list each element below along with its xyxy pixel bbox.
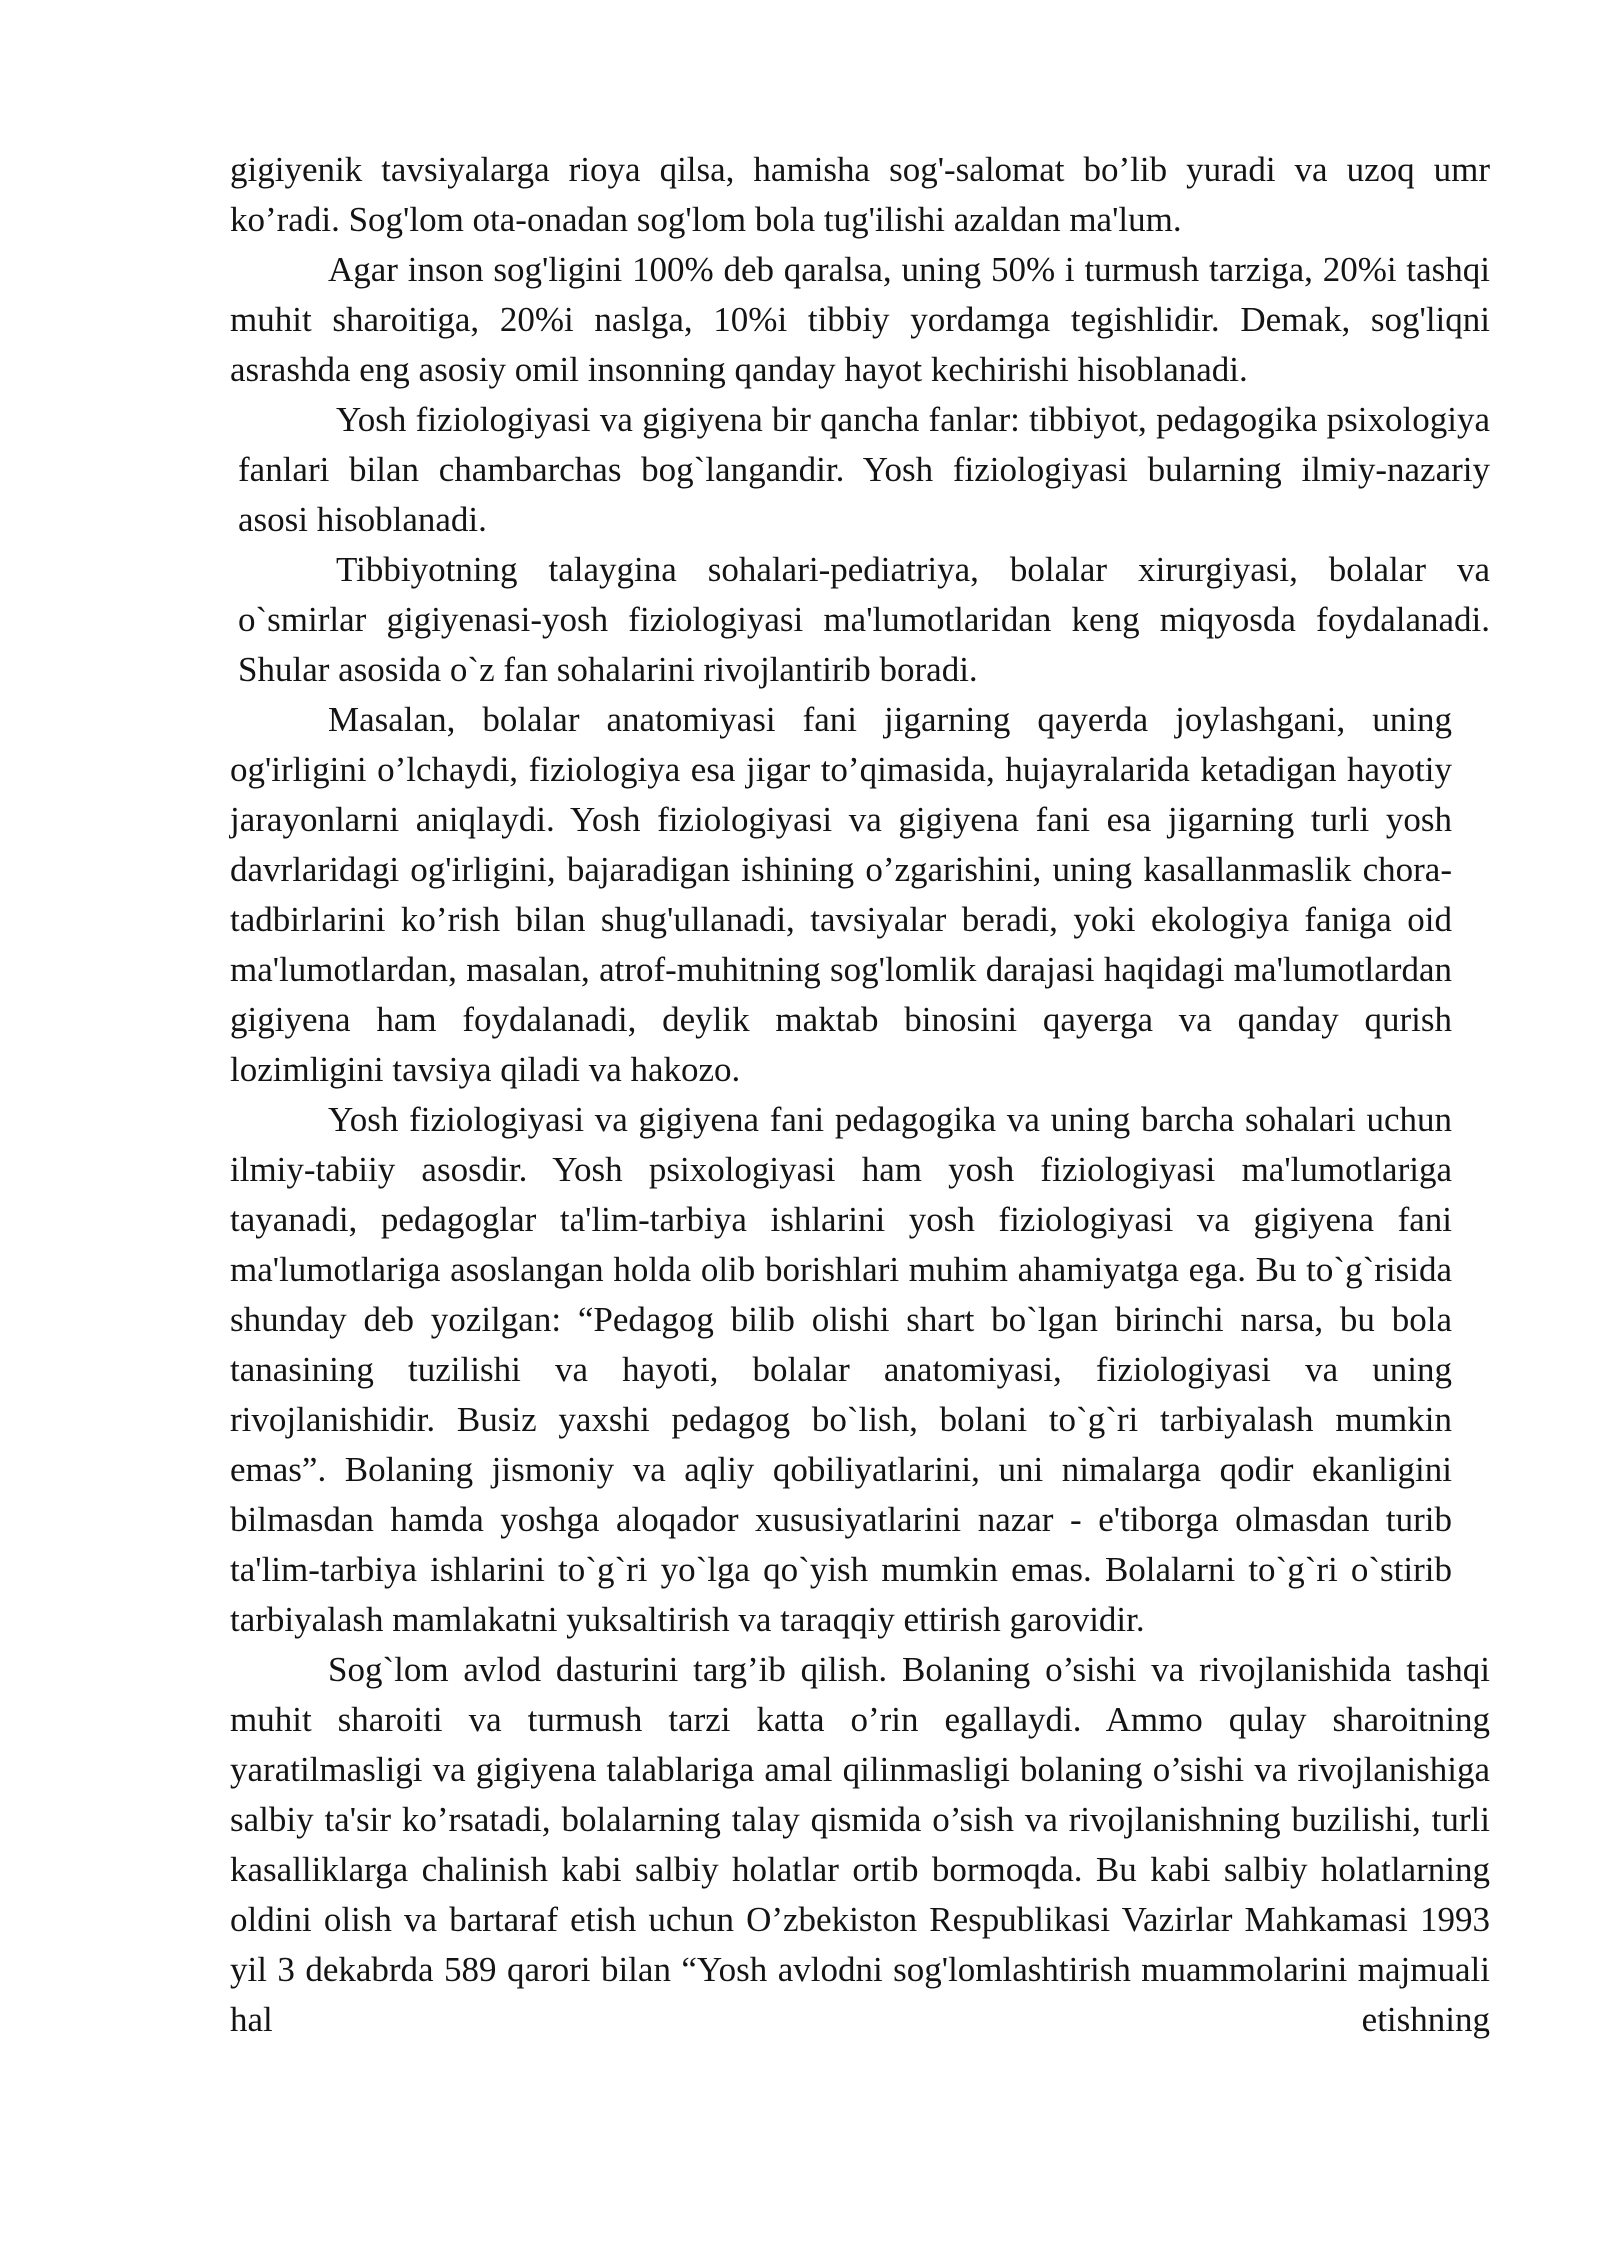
paragraph-4: Tibbiyotning talaygina sohalari-pediatriya, bolalar xirurgiyasi, bolalar va o`smirlar gigiyenasi-yosh fiziologiyasi ma'lumotlaridan keng miqyosda foydalanadi. Shular asosida o`z fan sohalarini rivojlantirib boradi. (238, 550, 1490, 689)
document-page (230, 145, 1490, 2045)
paragraph-3: Yosh fiziologiyasi va gigiyena bir qancha fanlar: tibbiyot, pedagogika psixologiya fanlari bilan chambarchas bog`langandir. Yosh fiziologiyasi bularning ilmiy-nazariy asosi hisoblanadi. (238, 400, 1490, 539)
paragraph-7: Sog`lom avlod dasturini targ’ib qilish. Bolaning o’sishi va rivojlanishida tashqi muhit sharoiti va turmush tarzi katta o’rin egallaydi. Ammo qulay sharoitning yaratilmasligi va gigiyena talablariga amal qilinmasligi bolaning o’sishi va rivojlanishiga salbiy ta'sir ko’rsatadi, bolalarning talay qismida o’sish va rivojlanishning buzilishi, turli kasalliklarga chalinish kabi salbiy holatlar ortib bormoqda. Bu kabi salbiy holatlarning oldini olish va bartaraf etish uchun O’zbekiston Respublikasi Vazirlar Mahkamasi 1993 yil 3 dekabrda 589 qarori bilan “Yosh avlodni sog'lomlashtirish muammolarini majmuali hal etishning (230, 1650, 1490, 2039)
paragraph-2: Agar inson sog'ligini 100% deb qaralsa, uning 50% i turmush tarziga, 20%i tashqi muhit sharoitiga, 20%i naslga, 10%i tibbiy yordamga tegishlidir. Demak, sog'liqni asrashda eng asosiy omil insonning qanday hayot kechirishi hisoblanadi. (230, 250, 1490, 389)
paragraph-1: gigiyenik tavsiyalarga rioya qilsa, hamisha sog'-salomat bo’lib yuradi va uzoq umr ko’radi. Sog'lom ota-onadan sog'lom bola tug'ilishi azaldan ma'lum. (230, 150, 1490, 239)
paragraph-6: Yosh fiziologiyasi va gigiyena fani pedagogika va uning barcha sohalari uchun ilmiy-tabiiy asosdir. Yosh psixologiyasi ham yosh fiziologiyasi ma'lumotlariga tayanadi, pedagoglar ta'lim-tarbiya ishlarini yosh fiziologiyasi va gigiyena fani ma'lumotlariga asoslangan holda olib borishlari muhim ahamiyatga ega. Bu to`g`risida shunday deb yozilgan: “Pedagog bilib olishi shart bo`lgan birinchi narsa, bu bola tanasining tuzilishi va hayoti, bolalar anatomiyasi, fiziologiyasi va uning rivojlanishidir. Busiz yaxshi pedagog bo`lish, bolani to`g`ri tarbiyalash mumkin emas”. Bolaning jismoniy va aqliy qobiliyatlarini, uni nimalarga qodir ekanligini bilmasdan hamda yoshga aloqador xususiyatlarini nazar - e'tiborga olmasdan turib ta'lim-tarbiya ishlarini to`g`ri yo`lga qo`yish mumkin emas. Bolalarni to`g`ri o`stirib tarbiyalash mamlakatni yuksaltirish va taraqqiy ettirish garovidir. (230, 1100, 1452, 1639)
paragraph-5: Masalan, bolalar anatomiyasi fani jigarning qayerda joylashgani, uning og'irligini o’lchaydi, fiziologiya esa jigar to’qimasida, hujayralarida ketadigan hayotiy jarayonlarni aniqlaydi. Yosh fiziologiyasi va gigiyena fani esa jigarning turli yosh davrlaridagi og'irligini, bajaradigan ishining o’zgarishini, uning kasallanmaslik chora-tadbirlarini ko’rish bilan shug'ullanadi, tavsiyalar beradi, yoki ekologiya faniga oid ma'lumotlardan, masalan, atrof-muhitning sog'lomlik darajasi haqidagi ma'lumotlardan gigiyena ham foydalanadi, deylik maktab binosini qayerga va qanday qurish lozimligini tavsiya qiladi va hakozo. (230, 700, 1452, 1089)
